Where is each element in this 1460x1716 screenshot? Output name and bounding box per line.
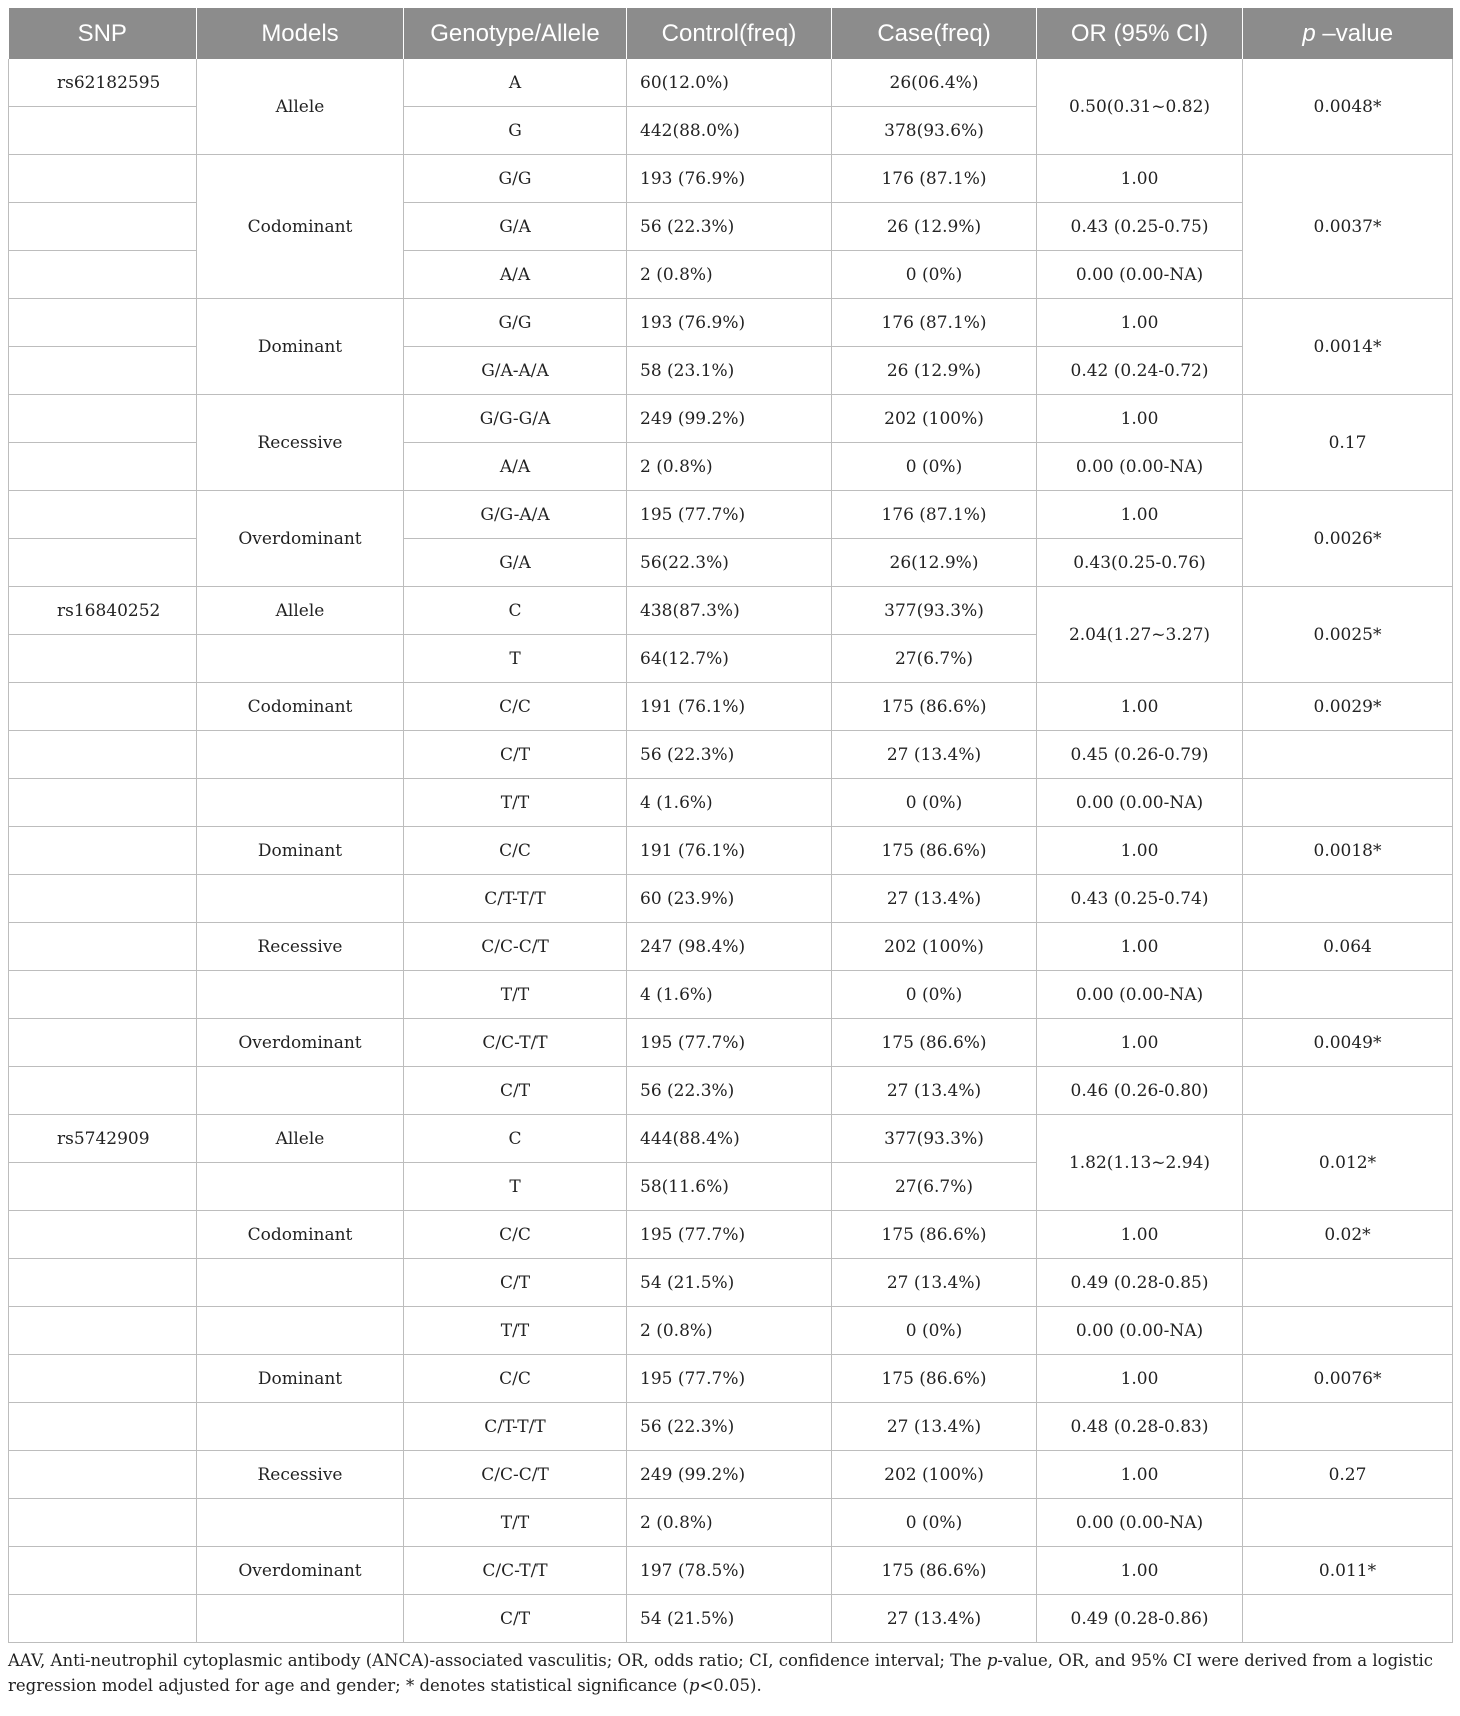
cell-genotype: G/G — [404, 155, 627, 203]
cell-case: 175 (86.6%) — [832, 1355, 1037, 1403]
cell-case: 26 (12.9%) — [832, 203, 1037, 251]
cell-genotype: A/A — [404, 443, 627, 491]
cell-snp — [9, 347, 197, 395]
cell-genotype: G/G — [404, 299, 627, 347]
cell-genotype: C/C-C/T — [404, 1451, 627, 1499]
cell-case: 26(06.4%) — [832, 59, 1037, 107]
cell-snp — [9, 1355, 197, 1403]
table-footnote — [8, 1648, 1452, 1698]
cell-or: 0.00 (0.00-NA) — [1037, 443, 1243, 491]
cell-snp — [9, 443, 197, 491]
cell-case: 175 (86.6%) — [832, 1211, 1037, 1259]
cell-control: 56 (22.3%) — [627, 731, 832, 779]
cell-p-value: 0.0049* — [1243, 1019, 1453, 1067]
cell-snp — [9, 1211, 197, 1259]
cell-snp — [9, 827, 197, 875]
cell-or: 0.50(0.31~0.82) — [1037, 59, 1243, 155]
cell-p-value — [1243, 779, 1453, 827]
cell-snp — [9, 1019, 197, 1067]
cell-p-value — [1243, 875, 1453, 923]
cell-case: 202 (100%) — [832, 1451, 1037, 1499]
cell-case: 27 (13.4%) — [832, 875, 1037, 923]
cell-model: Recessive — [197, 395, 404, 491]
cell-p-value — [1243, 1403, 1453, 1451]
table-row — [9, 1211, 1453, 1259]
table-row — [9, 155, 1453, 203]
cell-or: 0.49 (0.28-0.85) — [1037, 1259, 1243, 1307]
cell-case: 0 (0%) — [832, 443, 1037, 491]
cell-case: 377(93.3%) — [832, 1115, 1037, 1163]
cell-p-value: 0.0014* — [1243, 299, 1453, 395]
table-row — [9, 923, 1453, 971]
header-genotype: Genotype/Allele — [404, 8, 627, 59]
cell-snp — [9, 1067, 197, 1115]
cell-control: 195 (77.7%) — [627, 1355, 832, 1403]
cell-case: 27 (13.4%) — [832, 731, 1037, 779]
cell-snp: rs16840252 — [9, 587, 197, 635]
cell-model: Codominant — [197, 155, 404, 299]
cell-case: 175 (86.6%) — [832, 827, 1037, 875]
cell-snp — [9, 683, 197, 731]
cell-case: 26(12.9%) — [832, 539, 1037, 587]
cell-p-value — [1243, 1067, 1453, 1115]
header-case: Case(freq) — [832, 8, 1037, 59]
cell-control: 193 (76.9%) — [627, 155, 832, 203]
cell-control: 195 (77.7%) — [627, 1211, 832, 1259]
cell-control: 2 (0.8%) — [627, 1499, 832, 1547]
cell-model: Recessive — [197, 1451, 404, 1499]
cell-model: Codominant — [197, 683, 404, 731]
table-row — [9, 1259, 1453, 1307]
cell-control: 438(87.3%) — [627, 587, 832, 635]
cell-genotype: C/C — [404, 683, 627, 731]
cell-snp — [9, 1403, 197, 1451]
table-row — [9, 1355, 1453, 1403]
cell-case: 26 (12.9%) — [832, 347, 1037, 395]
cell-snp — [9, 251, 197, 299]
cell-genotype: G/A — [404, 539, 627, 587]
cell-case: 0 (0%) — [832, 251, 1037, 299]
header-p-rest: –value — [1315, 19, 1394, 47]
cell-genotype: G/G-G/A — [404, 395, 627, 443]
cell-control: 60(12.0%) — [627, 59, 832, 107]
cell-case: 176 (87.1%) — [832, 491, 1037, 539]
cell-snp — [9, 875, 197, 923]
cell-genotype: G/A — [404, 203, 627, 251]
cell-model: Dominant — [197, 827, 404, 875]
cell-case: 0 (0%) — [832, 1307, 1037, 1355]
cell-snp — [9, 1595, 197, 1643]
cell-control: 195 (77.7%) — [627, 1019, 832, 1067]
cell-snp — [9, 1259, 197, 1307]
cell-or: 1.00 — [1037, 827, 1243, 875]
cell-model: Allele — [197, 59, 404, 155]
cell-or: 1.00 — [1037, 683, 1243, 731]
cell-snp — [9, 1499, 197, 1547]
cell-model: Dominant — [197, 1355, 404, 1403]
cell-control: 249 (99.2%) — [627, 1451, 832, 1499]
table-row — [9, 1595, 1453, 1643]
cell-case: 0 (0%) — [832, 1499, 1037, 1547]
cell-p-value: 0.0037* — [1243, 155, 1453, 299]
table-header — [9, 8, 1453, 59]
cell-or: 1.00 — [1037, 155, 1243, 203]
cell-or: 0.42 (0.24-0.72) — [1037, 347, 1243, 395]
cell-control: 249 (99.2%) — [627, 395, 832, 443]
cell-case: 0 (0%) — [832, 971, 1037, 1019]
cell-genotype: A/A — [404, 251, 627, 299]
cell-model: Allele — [197, 1115, 404, 1163]
cell-model: Overdominant — [197, 1547, 404, 1595]
cell-p-value — [1243, 1259, 1453, 1307]
cell-genotype: C — [404, 587, 627, 635]
cell-model: Dominant — [197, 299, 404, 395]
table-row — [9, 395, 1453, 443]
results-table-container — [8, 8, 1452, 1643]
cell-or: 1.00 — [1037, 923, 1243, 971]
table-row — [9, 59, 1453, 107]
cell-genotype: C/T-T/T — [404, 875, 627, 923]
cell-or: 0.00 (0.00-NA) — [1037, 251, 1243, 299]
table-row — [9, 1067, 1453, 1115]
cell-model — [197, 635, 404, 683]
cell-case: 378(93.6%) — [832, 107, 1037, 155]
cell-genotype: C/T — [404, 731, 627, 779]
cell-model — [197, 875, 404, 923]
cell-snp — [9, 779, 197, 827]
cell-genotype: T — [404, 1163, 627, 1211]
cell-case: 0 (0%) — [832, 779, 1037, 827]
header-p-value — [1243, 8, 1453, 59]
cell-control: 56 (22.3%) — [627, 1067, 832, 1115]
cell-genotype: C/C — [404, 827, 627, 875]
cell-p-value: 0.011* — [1243, 1547, 1453, 1595]
cell-case: 176 (87.1%) — [832, 299, 1037, 347]
cell-snp — [9, 1547, 197, 1595]
table-row — [9, 1547, 1453, 1595]
snp-association-table — [8, 8, 1453, 1643]
cell-or: 1.00 — [1037, 1451, 1243, 1499]
cell-control: 56 (22.3%) — [627, 1403, 832, 1451]
cell-p-value: 0.17 — [1243, 395, 1453, 491]
cell-or: 1.00 — [1037, 395, 1243, 443]
cell-control: 444(88.4%) — [627, 1115, 832, 1163]
footnote-part1: AAV, Anti-neutrophil cytoplasmic antibody (ANCA)-associated vasculitis; OR, odds ratio; CI, confidence interval; The — [8, 1651, 987, 1670]
cell-control: 197 (78.5%) — [627, 1547, 832, 1595]
cell-p-value — [1243, 1595, 1453, 1643]
cell-control: 58(11.6%) — [627, 1163, 832, 1211]
header-p-italic: p — [1302, 19, 1316, 47]
cell-snp — [9, 1163, 197, 1211]
footnote-p1: p — [986, 1651, 998, 1670]
cell-or: 1.00 — [1037, 1211, 1243, 1259]
cell-genotype: T — [404, 635, 627, 683]
cell-control: 2 (0.8%) — [627, 443, 832, 491]
cell-snp — [9, 635, 197, 683]
cell-genotype: G/A-A/A — [404, 347, 627, 395]
cell-case: 202 (100%) — [832, 395, 1037, 443]
cell-control: 442(88.0%) — [627, 107, 832, 155]
cell-model — [197, 971, 404, 1019]
cell-snp — [9, 971, 197, 1019]
cell-case: 27(6.7%) — [832, 635, 1037, 683]
header-or: OR (95% CI) — [1037, 8, 1243, 59]
cell-model: Overdominant — [197, 1019, 404, 1067]
cell-case: 175 (86.6%) — [832, 1019, 1037, 1067]
cell-model — [197, 1067, 404, 1115]
cell-model — [197, 1307, 404, 1355]
table-row — [9, 875, 1453, 923]
cell-p-value: 0.27 — [1243, 1451, 1453, 1499]
cell-genotype: C/C — [404, 1355, 627, 1403]
table-row — [9, 731, 1453, 779]
cell-control: 2 (0.8%) — [627, 251, 832, 299]
cell-genotype: C/T-T/T — [404, 1403, 627, 1451]
table-body — [9, 59, 1453, 1643]
cell-or: 1.00 — [1037, 299, 1243, 347]
cell-control: 54 (21.5%) — [627, 1259, 832, 1307]
cell-control: 56(22.3%) — [627, 539, 832, 587]
cell-snp — [9, 395, 197, 443]
cell-genotype: T/T — [404, 779, 627, 827]
cell-model — [197, 1403, 404, 1451]
cell-genotype: C/C — [404, 1211, 627, 1259]
cell-genotype: C/T — [404, 1595, 627, 1643]
cell-p-value: 0.0029* — [1243, 683, 1453, 731]
header-models: Models — [197, 8, 404, 59]
cell-or: 1.82(1.13~2.94) — [1037, 1115, 1243, 1211]
cell-model: Codominant — [197, 1211, 404, 1259]
cell-case: 175 (86.6%) — [832, 683, 1037, 731]
cell-case: 27 (13.4%) — [832, 1595, 1037, 1643]
cell-control: 247 (98.4%) — [627, 923, 832, 971]
cell-control: 195 (77.7%) — [627, 491, 832, 539]
cell-case: 377(93.3%) — [832, 587, 1037, 635]
cell-p-value: 0.064 — [1243, 923, 1453, 971]
header-control: Control(freq) — [627, 8, 832, 59]
cell-snp — [9, 155, 197, 203]
cell-genotype: T/T — [404, 971, 627, 1019]
table-row — [9, 1499, 1453, 1547]
cell-p-value: 0.02* — [1243, 1211, 1453, 1259]
cell-or: 2.04(1.27~3.27) — [1037, 587, 1243, 683]
cell-snp — [9, 923, 197, 971]
cell-control: 191 (76.1%) — [627, 683, 832, 731]
table-row — [9, 587, 1453, 635]
cell-or: 0.46 (0.26-0.80) — [1037, 1067, 1243, 1115]
table-row — [9, 779, 1453, 827]
cell-control: 4 (1.6%) — [627, 971, 832, 1019]
cell-or: 0.00 (0.00-NA) — [1037, 779, 1243, 827]
cell-case: 176 (87.1%) — [832, 155, 1037, 203]
cell-case: 202 (100%) — [832, 923, 1037, 971]
cell-snp — [9, 1451, 197, 1499]
cell-snp — [9, 299, 197, 347]
cell-snp — [9, 491, 197, 539]
table-row — [9, 491, 1453, 539]
cell-or: 0.00 (0.00-NA) — [1037, 1499, 1243, 1547]
cell-model: Recessive — [197, 923, 404, 971]
cell-case: 27 (13.4%) — [832, 1259, 1037, 1307]
cell-p-value: 0.012* — [1243, 1115, 1453, 1211]
cell-case: 27 (13.4%) — [832, 1067, 1037, 1115]
cell-p-value: 0.0026* — [1243, 491, 1453, 587]
cell-or: 0.43 (0.25-0.75) — [1037, 203, 1243, 251]
cell-genotype: G/G-A/A — [404, 491, 627, 539]
cell-genotype: C/T — [404, 1067, 627, 1115]
cell-case: 27(6.7%) — [832, 1163, 1037, 1211]
cell-or: 0.43(0.25-0.76) — [1037, 539, 1243, 587]
cell-snp — [9, 1307, 197, 1355]
header-row — [9, 8, 1453, 59]
cell-p-value — [1243, 1307, 1453, 1355]
cell-snp: rs62182595 — [9, 59, 197, 107]
table-row — [9, 827, 1453, 875]
cell-snp — [9, 107, 197, 155]
cell-control: 2 (0.8%) — [627, 1307, 832, 1355]
footnote-part3: <0.05). — [699, 1676, 762, 1695]
cell-snp — [9, 539, 197, 587]
cell-control: 64(12.7%) — [627, 635, 832, 683]
cell-p-value: 0.0025* — [1243, 587, 1453, 683]
table-row — [9, 683, 1453, 731]
cell-control: 4 (1.6%) — [627, 779, 832, 827]
cell-genotype: C/C-T/T — [404, 1019, 627, 1067]
cell-genotype: A — [404, 59, 627, 107]
cell-model — [197, 1259, 404, 1307]
cell-model — [197, 779, 404, 827]
cell-control: 54 (21.5%) — [627, 1595, 832, 1643]
cell-or: 0.49 (0.28-0.86) — [1037, 1595, 1243, 1643]
cell-or: 0.00 (0.00-NA) — [1037, 971, 1243, 1019]
cell-or: 0.43 (0.25-0.74) — [1037, 875, 1243, 923]
cell-or: 0.00 (0.00-NA) — [1037, 1307, 1243, 1355]
footnote-part2: -value, OR, and 95% CI were derived from a logistic regression model adjusted for age and gender; * denotes statistical significance ( — [8, 1651, 1434, 1695]
table-row — [9, 1403, 1453, 1451]
cell-genotype: T/T — [404, 1307, 627, 1355]
cell-genotype: C/C-T/T — [404, 1547, 627, 1595]
table-row — [9, 299, 1453, 347]
table-row — [9, 1115, 1453, 1163]
cell-p-value: 0.0018* — [1243, 827, 1453, 875]
cell-or: 1.00 — [1037, 1019, 1243, 1067]
cell-model — [197, 731, 404, 779]
cell-snp — [9, 731, 197, 779]
cell-snp: rs5742909 — [9, 1115, 197, 1163]
cell-model — [197, 1163, 404, 1211]
cell-genotype: C/C-C/T — [404, 923, 627, 971]
cell-control: 191 (76.1%) — [627, 827, 832, 875]
cell-p-value — [1243, 971, 1453, 1019]
cell-model — [197, 1595, 404, 1643]
cell-p-value: 0.0048* — [1243, 59, 1453, 155]
table-row — [9, 971, 1453, 1019]
table-row — [9, 1307, 1453, 1355]
footnote-p2: p — [688, 1676, 700, 1695]
cell-case: 175 (86.6%) — [832, 1547, 1037, 1595]
cell-model: Allele — [197, 587, 404, 635]
cell-or: 0.45 (0.26-0.79) — [1037, 731, 1243, 779]
cell-genotype: C — [404, 1115, 627, 1163]
cell-control: 60 (23.9%) — [627, 875, 832, 923]
cell-case: 27 (13.4%) — [832, 1403, 1037, 1451]
cell-or: 1.00 — [1037, 1355, 1243, 1403]
cell-p-value — [1243, 731, 1453, 779]
cell-or: 1.00 — [1037, 491, 1243, 539]
table-row — [9, 1019, 1453, 1067]
cell-genotype: C/T — [404, 1259, 627, 1307]
cell-snp — [9, 203, 197, 251]
header-snp: SNP — [9, 8, 197, 59]
cell-genotype: G — [404, 107, 627, 155]
cell-p-value — [1243, 1499, 1453, 1547]
cell-control: 58 (23.1%) — [627, 347, 832, 395]
cell-genotype: T/T — [404, 1499, 627, 1547]
cell-p-value: 0.0076* — [1243, 1355, 1453, 1403]
cell-or: 0.48 (0.28-0.83) — [1037, 1403, 1243, 1451]
cell-model — [197, 1499, 404, 1547]
cell-model: Overdominant — [197, 491, 404, 587]
cell-control: 56 (22.3%) — [627, 203, 832, 251]
cell-control: 193 (76.9%) — [627, 299, 832, 347]
cell-or: 1.00 — [1037, 1547, 1243, 1595]
table-row — [9, 1451, 1453, 1499]
